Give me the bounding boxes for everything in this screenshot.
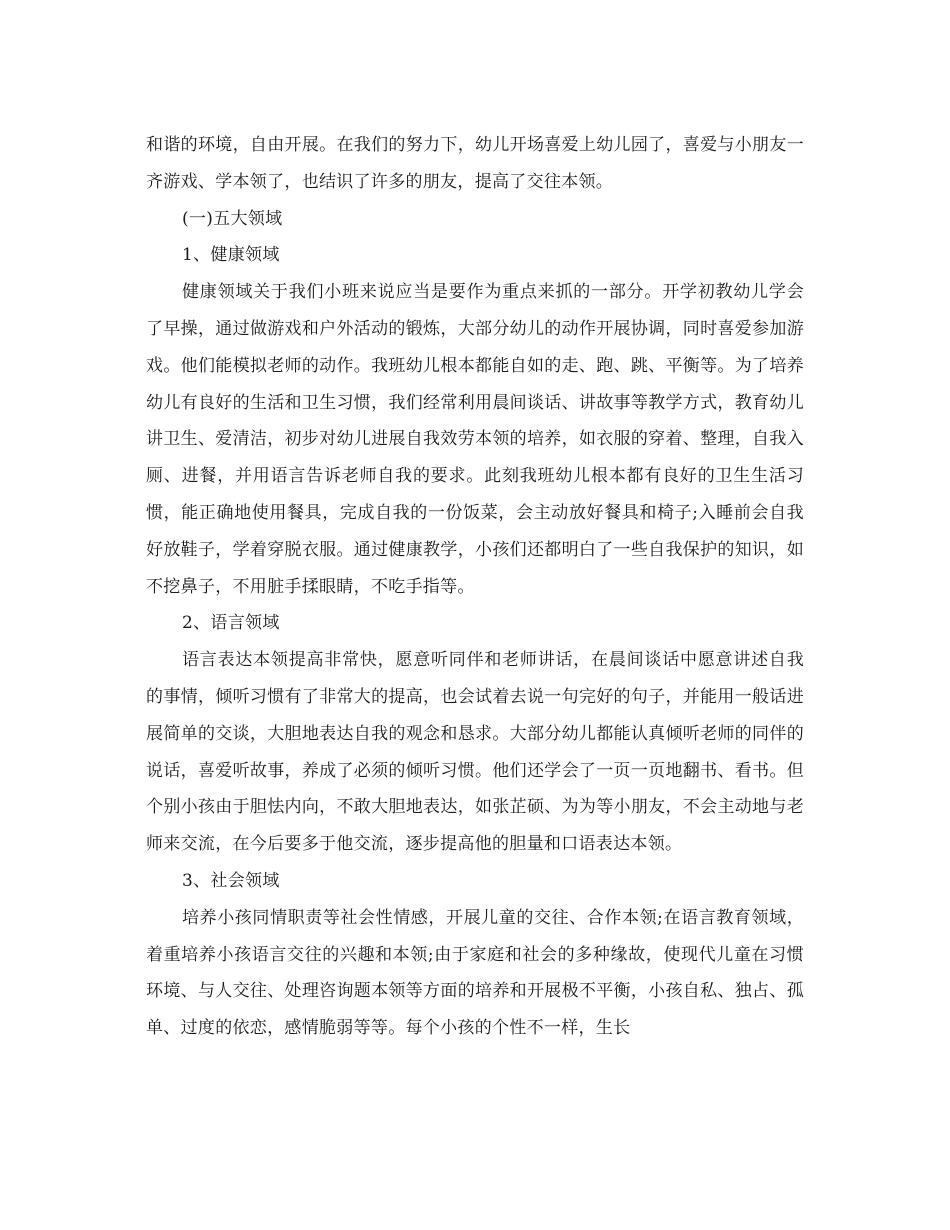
subheading-health-domain: 1、健康领域 [182,245,280,266]
paragraph-health-domain: 健康领域关于我们小班来说应当是要作为重点来抓的一部分。开学初教幼儿学会了早操，通过做游戏和户外活动的锻炼，大部分幼儿的动作开展协调，同时喜爱参加游戏。他们能模拟老师的动作。我班幼儿根本都能自如的走、跑、跳、平衡等。为了培养幼儿有良好的生活和卫生习惯，我们经常利用晨间谈话、讲故事等教学方式，教育幼儿讲卫生、爱清洁，初步对幼儿进展自我效劳本领的培养，如衣服的穿着、整理，自我入厕、进餐，并用语言告诉老师自我的要求。此刻我班幼儿根本都有良好的卫生生活习惯，能正确地使用餐具，完成自我的一份饭菜，会主动放好餐具和椅子;入睡前会自我好放鞋子，学着穿脱衣服。通过健康教学，小孩们还都明白了一些自我保护的知识，如不挖鼻子，不用脏手揉眼睛，不吃手指等。 [146,282,804,597]
paragraph-continuation: 和谐的环境，自由开展。在我们的努力下，幼儿开场喜爱上幼儿园了，喜爱与小朋友一齐游戏、学本领了，也结识了许多的朋友，提高了交往本领。 [146,135,804,192]
paragraph-social-domain: 培养小孩同情职责等社会性情感，开展儿童的交往、合作本领;在语言教育领域，着重培养小孩语言交往的兴趣和本领;由于家庭和社会的多种缘故，使现代儿童在习惯环境、与人交往、处理咨询题本领等方面的培养和开展极不平衡，小孩自私、独占、孤单、过度的依恋，感情脆弱等等。每个小孩的个性不一样，生长 [146,907,804,1039]
paragraph-language-domain: 语言表达本领提高非常快，愿意听同伴和老师讲话，在晨间谈话中愿意讲述自我的事情，倾听习惯有了非常大的提高，也会试着去说一句完好的句子，并能用一般话进展简单的交谈，大胆地表达自我的观念和恳求。大部分幼儿都能认真倾听老师的同伴的说话，喜爱听故事，养成了必须的倾听习惯。他们还学会了一页一页地翻书、看书。但个别小孩由于胆怯内向，不敢大胆地表达，如张芷硕、为为等小朋友，不会主动地与老师来交流，在今后要多于他交流，逐步提高他的胆量和口语表达本领。 [146,650,804,855]
section-heading-five-domains: (一)五大领域 [182,208,283,229]
subheading-social-domain: 3、社会领域 [182,870,280,891]
document-body [146,127,804,1047]
subheading-language-domain: 2、语言领域 [182,613,280,634]
